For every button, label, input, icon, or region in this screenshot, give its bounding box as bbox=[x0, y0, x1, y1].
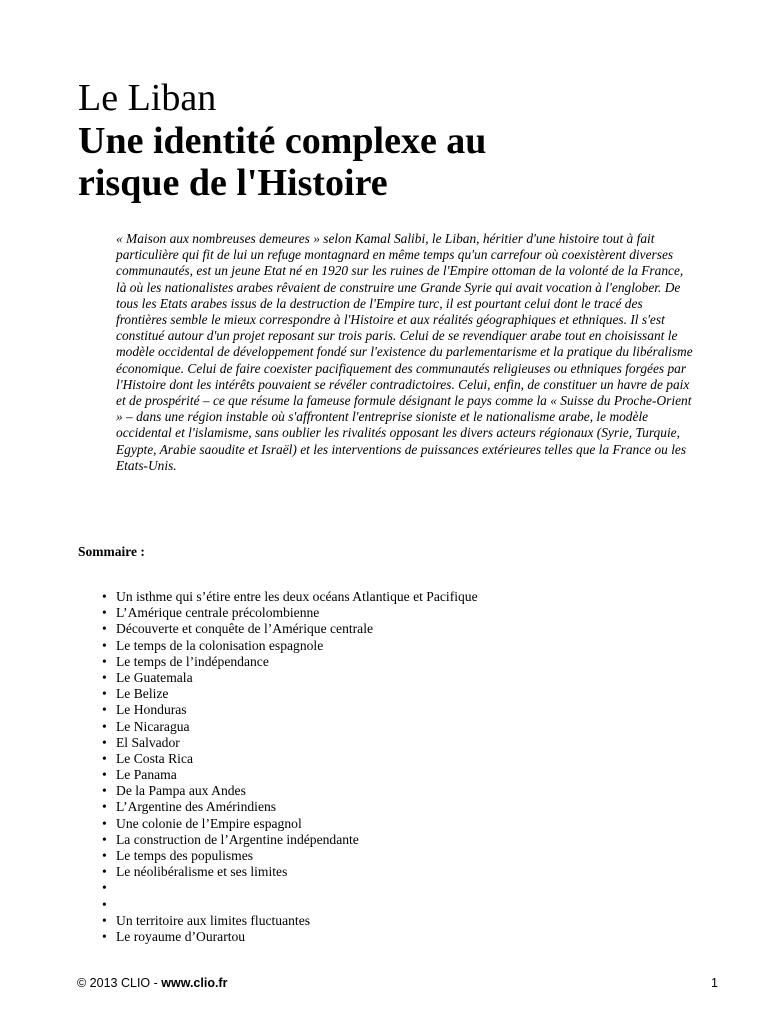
toc-item bbox=[100, 654, 478, 670]
toc-item bbox=[100, 751, 478, 767]
toc-item-label: Le temps des populismes bbox=[116, 848, 254, 863]
bullet-icon: • bbox=[102, 669, 107, 685]
site-link[interactable]: www.clio.fr bbox=[161, 976, 228, 990]
toc-item bbox=[100, 589, 478, 605]
toc-item-label: La construction de l’Argentine indépendante bbox=[116, 831, 359, 847]
toc-item-label: L’Argentine des Amérindiens bbox=[116, 799, 277, 815]
toc-item bbox=[100, 605, 478, 621]
bullet-icon: • bbox=[102, 653, 107, 669]
copyright-text: © 2013 CLIO - bbox=[77, 976, 162, 990]
toc-item-label: Le Costa Rica bbox=[116, 750, 194, 766]
toc-item bbox=[100, 702, 478, 718]
bullet-icon: • bbox=[102, 767, 107, 783]
intro-paragraph: « Maison aux nombreuses demeures » selon Kamal Salibi, le Liban, héritier d'une histoire tout à fait particulière qui fit de lui un refuge montagnard en même temps qu'un carrefour où coexistèrent diverses communautés, est un jeune Etat né en 1920 sur les ruines de l'Empire ottoman de la volonté de la France, là où les nationalistes arabes rêvaient de construire une Grande Syrie qui avait vocation à l'englober. De tous les Etats arabes issus de la destruction de l'Empire turc, il est pourtant celui dont le tracé des frontières semble le mieux correspondre à l'Histoire et aux réalités géographiques et ethniques. Il s'est constitué autour d'un projet reposant sur trois paris. Celui de se revendiquer arabe tout en choisissant le modèle occidental de développement fondé sur l'existence du parlementarisme et la pratique du libéralisme économique. Celui de faire coexister pacifiquement des communautés religieuses ou ethniques forgées par l'Histoire dont les intérêts pouvaient se révéler contradictoires. Celui, enfin, de constituer un havre de paix et de prospérité – ce que résume la fameuse formule désignant le pays comme la « Suisse du Proche-Orient » – dans une région instable où s'affrontent l'entreprise sioniste et le nationalisme arabe, le modèle occidental et l'islamisme, sans oublier les rivalités opposant les divers acteurs régionaux (Syrie, Turquie, Egypte, Arabie saoudite et Israël) et les interventions de puissances extérieures telles que la France ou les Etats-Unis. bbox=[116, 231, 693, 473]
page-number: 1 bbox=[711, 976, 718, 990]
toc-item-label: Le néolibéralisme et ses limites bbox=[116, 864, 288, 880]
toc-item bbox=[100, 897, 478, 913]
bullet-icon: • bbox=[102, 831, 107, 847]
toc-item bbox=[100, 638, 478, 654]
document-title: Le Liban bbox=[78, 77, 217, 119]
toc-item-label: El Salvador bbox=[116, 734, 180, 750]
bullet-icon: • bbox=[102, 815, 107, 831]
toc-item bbox=[100, 735, 478, 751]
toc-item-label: L’Amérique centrale précolombienne bbox=[116, 605, 320, 621]
bullet-icon: • bbox=[102, 750, 107, 766]
toc-item-label: Le temps de l’indépendance bbox=[116, 653, 269, 669]
bullet-icon: • bbox=[102, 637, 107, 653]
bullet-icon: • bbox=[102, 848, 107, 863]
toc-item bbox=[100, 816, 478, 832]
bullet-icon: • bbox=[102, 896, 107, 912]
toc-item-label: Un isthme qui s’étire entre les deux océans Atlantique et Pacifique bbox=[116, 589, 478, 604]
toc-item bbox=[100, 880, 478, 896]
toc-item bbox=[100, 783, 478, 799]
table-of-contents bbox=[100, 589, 478, 945]
summary-heading: Sommaire : bbox=[78, 544, 145, 559]
toc-item-label: Le Panama bbox=[116, 767, 177, 783]
bullet-icon: • bbox=[102, 783, 107, 799]
bullet-icon: • bbox=[102, 734, 107, 750]
bullet-icon: • bbox=[102, 718, 107, 734]
toc-item bbox=[100, 799, 478, 815]
toc-item-label: Le temps de la colonisation espagnole bbox=[116, 637, 324, 653]
bullet-icon: • bbox=[102, 864, 107, 880]
bullet-icon: • bbox=[102, 912, 107, 928]
toc-item bbox=[100, 864, 478, 880]
toc-item-label: Découverte et conquête de l’Amérique centrale bbox=[116, 621, 374, 637]
toc-item-label: Le Nicaragua bbox=[116, 718, 190, 734]
toc-item bbox=[100, 767, 478, 783]
toc-item bbox=[100, 848, 478, 864]
bullet-icon: • bbox=[102, 686, 107, 702]
bullet-icon: • bbox=[102, 799, 107, 815]
document-subtitle-line-1: Une identité complexe au bbox=[78, 120, 487, 162]
bullet-icon: • bbox=[102, 621, 107, 637]
toc-item bbox=[100, 719, 478, 735]
toc-item bbox=[100, 832, 478, 848]
toc-item-label: Le Guatemala bbox=[116, 669, 193, 685]
bullet-icon: • bbox=[102, 589, 107, 604]
toc-item bbox=[100, 621, 478, 637]
toc-item-label: Un territoire aux limites fluctuantes bbox=[116, 912, 311, 928]
toc-item-label: Le royaume d’Ourartou bbox=[116, 928, 246, 944]
bullet-icon: • bbox=[102, 928, 107, 944]
toc-item-label: Le Belize bbox=[116, 686, 169, 702]
bullet-icon: • bbox=[102, 605, 107, 621]
bullet-icon: • bbox=[102, 880, 107, 896]
toc-item bbox=[100, 670, 478, 686]
toc-item bbox=[100, 913, 478, 929]
footer-copyright bbox=[77, 976, 227, 990]
bullet-icon: • bbox=[102, 702, 107, 718]
toc-item bbox=[100, 929, 478, 945]
document-subtitle-line-2: risque de l'Histoire bbox=[78, 162, 388, 204]
toc-item-label: Le Honduras bbox=[116, 702, 187, 718]
toc-item-label: De la Pampa aux Andes bbox=[116, 783, 246, 799]
toc-item bbox=[100, 686, 478, 702]
title-block bbox=[78, 76, 738, 204]
toc-item-label: Une colonie de l’Empire espagnol bbox=[116, 815, 302, 831]
